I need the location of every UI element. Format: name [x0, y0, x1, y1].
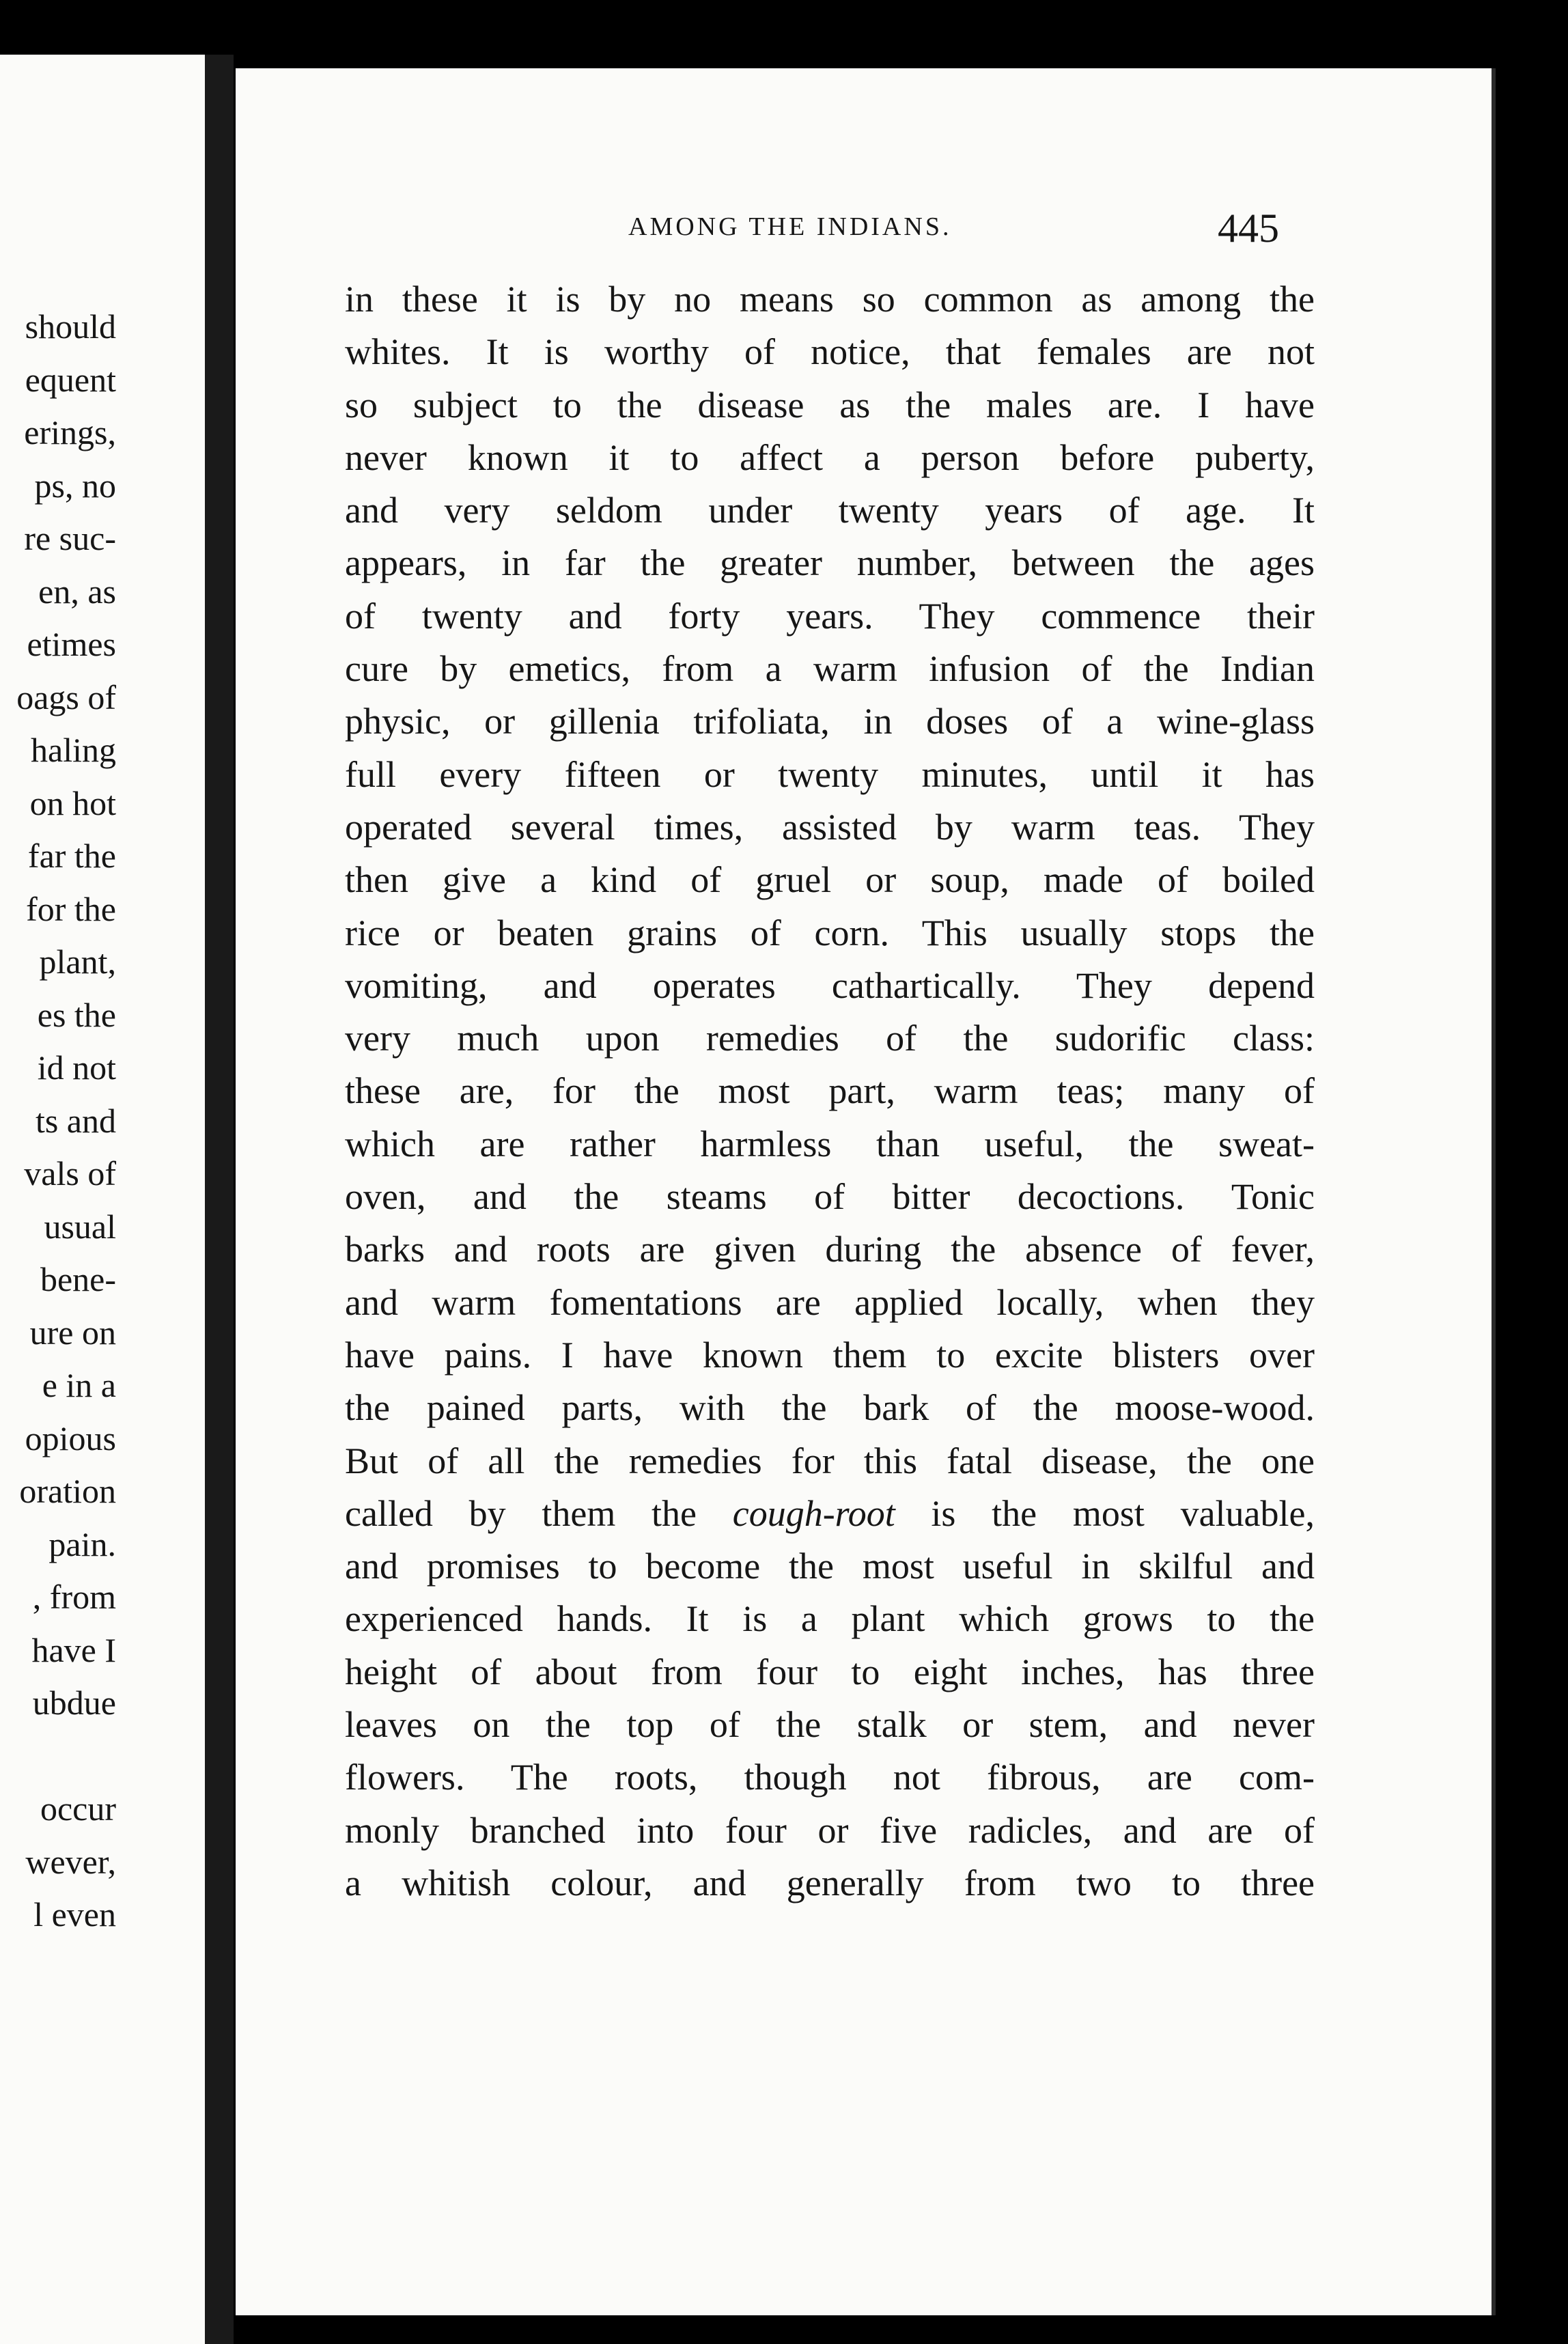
text-line: leaves on the top of the stalk or stem, and never	[345, 1704, 1315, 1746]
facing-line: pain.	[48, 1524, 116, 1563]
facing-line: re suc-	[24, 519, 116, 557]
text-line: the pained parts, with the bark of the moose-wood.	[345, 1387, 1315, 1429]
facing-line: on hot	[29, 783, 116, 822]
facing-line: opious	[25, 1419, 116, 1457]
text-line: full every fifteen or twenty minutes, until it has	[345, 753, 1315, 795]
text-line: oven, and the steams of bitter decoctions. Tonic	[345, 1176, 1315, 1218]
text-line: which are rather harmless than useful, the sweat-	[345, 1123, 1315, 1164]
text-line: then give a kind of gruel or soup, made of boiled	[345, 859, 1315, 901]
line-text-after: is the most valuable,	[931, 1492, 1315, 1534]
facing-line: have I	[31, 1630, 116, 1669]
book-page	[236, 68, 1496, 2315]
facing-line: plant,	[39, 943, 116, 981]
text-line: a whitish colour, and generally from two to three	[345, 1862, 1315, 1903]
facing-line: ure on	[29, 1313, 116, 1352]
facing-line	[0, 1730, 116, 1783]
running-head-title: AMONG THE INDIANS.	[628, 212, 952, 241]
facing-page-left	[0, 55, 205, 2344]
text-line: these are, for the most part, warm teas; many of	[345, 1070, 1315, 1112]
facing-line: ubdue	[32, 1684, 116, 1722]
facing-line: id not	[37, 1048, 116, 1087]
text-line: have pains. I have known them to excite blisters over	[345, 1334, 1315, 1376]
text-line: and very seldom under twenty years of age. It	[345, 490, 1315, 531]
facing-line: , from	[32, 1578, 116, 1616]
facing-line: erings,	[24, 413, 116, 451]
facing-line: ps, no	[34, 466, 116, 505]
facing-line: far the	[27, 837, 116, 875]
facing-line: occur	[40, 1789, 116, 1828]
facing-line: en, as	[38, 572, 116, 611]
text-line: very much upon remedies of the sudorific class:	[345, 1018, 1315, 1059]
facing-line: wever,	[25, 1842, 116, 1881]
facing-line: etimes	[27, 625, 116, 663]
text-line: and promises to become the most useful in skilful and	[345, 1546, 1315, 1587]
facing-line: usual	[44, 1207, 116, 1246]
text-line: appears, in far the greater number, between the ages	[345, 542, 1315, 584]
facing-line: e in a	[42, 1366, 116, 1404]
text-line: never known it to affect a person before puberty,	[345, 436, 1315, 478]
body-text	[345, 273, 1315, 1910]
text-line: operated several times, assisted by warm teas. They	[345, 806, 1315, 848]
text-line: and warm fomentations are applied locally, when they	[345, 1281, 1315, 1323]
facing-line: equent	[25, 360, 116, 399]
facing-line: oration	[19, 1472, 116, 1510]
facing-page-text	[0, 301, 116, 1942]
text-line-with-italic	[345, 1488, 1315, 1540]
text-line: flowers. The roots, though not fibrous, are com-	[345, 1757, 1315, 1798]
text-line: barks and roots are given during the absence of fever,	[345, 1229, 1315, 1270]
text-line: physic, or gillenia trifoliata, in doses of a wine-glass	[345, 701, 1315, 742]
facing-line: ts and	[35, 1101, 116, 1140]
text-line: height of about from four to eight inches, has three	[345, 1651, 1315, 1692]
text-line: rice or beaten grains of corn. This usually stops the	[345, 912, 1315, 953]
facing-line: haling	[31, 731, 116, 769]
line-text-before: called by them the	[345, 1492, 697, 1534]
text-line: so subject to the disease as the males are. I have	[345, 384, 1315, 425]
text-line: experienced hands. It is a plant which grows to the	[345, 1598, 1315, 1640]
running-head	[236, 205, 1492, 260]
text-line: in these it is by no means so common as among the	[345, 279, 1315, 320]
facing-line: for the	[26, 889, 116, 928]
text-line: whites. It is worthy of notice, that females are not	[345, 331, 1315, 373]
book-gutter	[205, 55, 234, 2344]
text-line: of twenty and forty years. They commence their	[345, 595, 1315, 637]
facing-line: should	[25, 307, 116, 346]
text-line: vomiting, and operates cathartically. They depend	[345, 964, 1315, 1006]
facing-line: vals of	[24, 1154, 116, 1192]
facing-line: oags of	[16, 678, 116, 716]
facing-line: l even	[33, 1895, 116, 1934]
italic-term: cough-root	[732, 1492, 895, 1534]
facing-line: bene-	[40, 1260, 116, 1298]
text-line: cure by emetics, from a warm infusion of the Indian	[345, 648, 1315, 690]
facing-line: es the	[37, 995, 116, 1034]
page-number: 445	[1218, 206, 1279, 251]
text-line: monly branched into four or five radicles, and are of	[345, 1809, 1315, 1851]
text-line: But of all the remedies for this fatal disease, the one	[345, 1440, 1315, 1481]
